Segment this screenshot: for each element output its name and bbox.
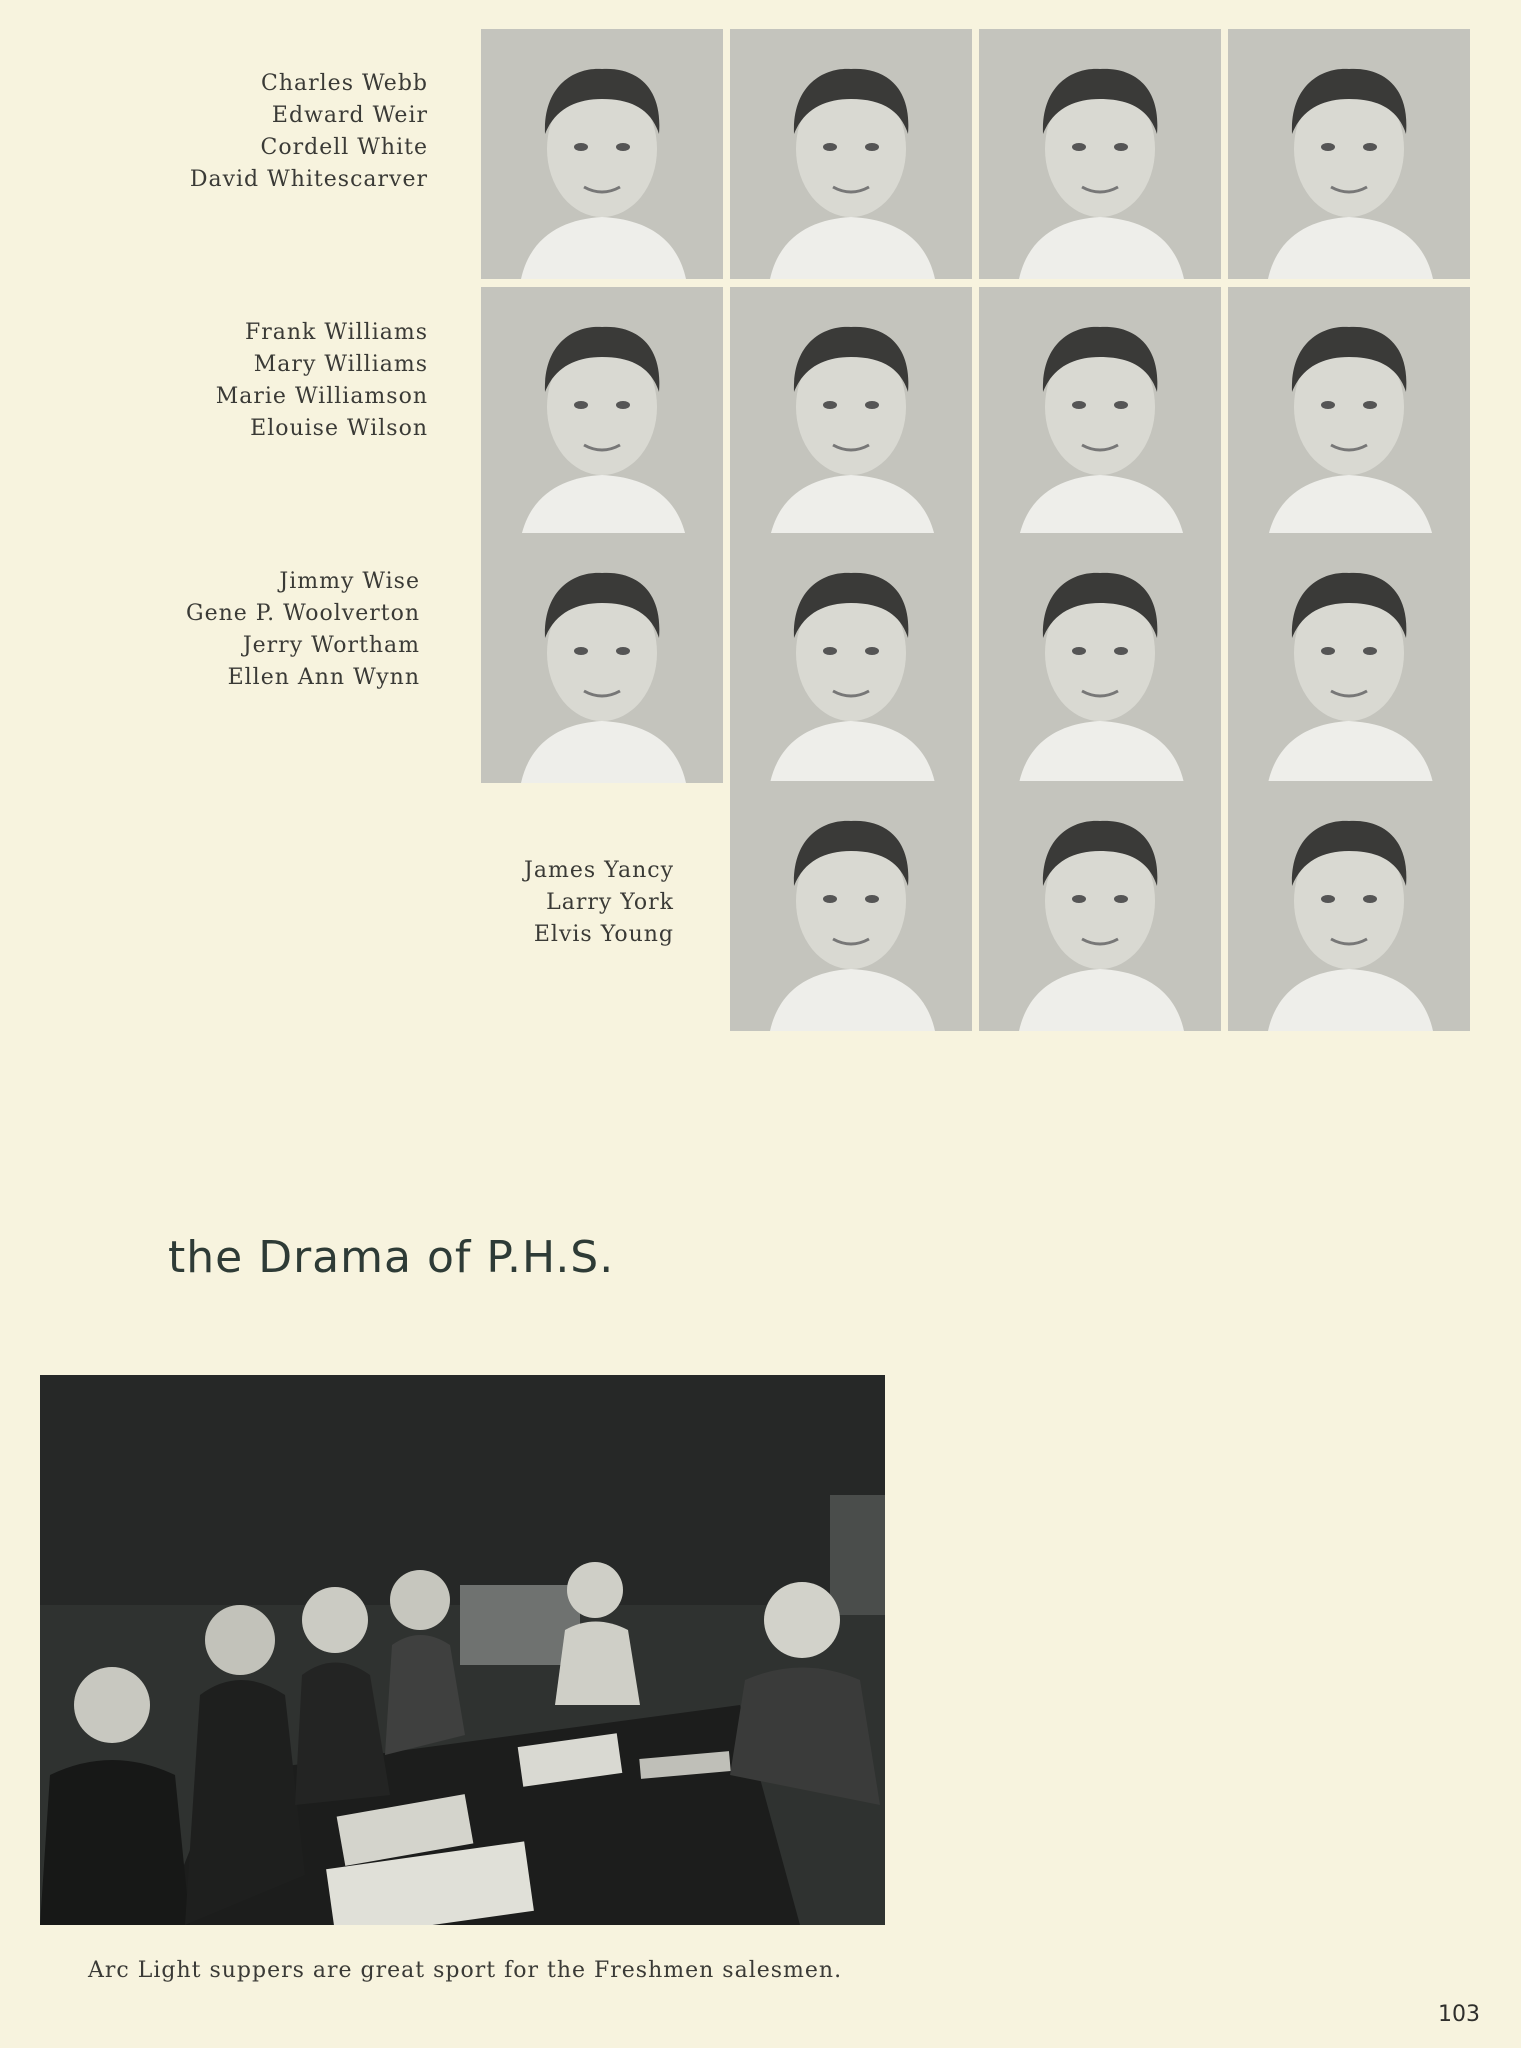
student-name: Frank Williams bbox=[244, 320, 428, 345]
name-list-row-2 bbox=[120, 317, 428, 445]
student-portrait bbox=[730, 781, 972, 1031]
student-portrait bbox=[481, 29, 723, 279]
student-portrait bbox=[481, 533, 723, 783]
student-name: Elouise Wilson bbox=[250, 416, 428, 441]
student-name: James Yancy bbox=[524, 858, 674, 883]
student-portrait bbox=[1228, 287, 1470, 537]
student-name: Mary Williams bbox=[253, 352, 428, 377]
student-name: Jerry Wortham bbox=[242, 633, 420, 658]
student-portrait bbox=[979, 533, 1221, 783]
student-name: Marie Williamson bbox=[215, 384, 428, 409]
student-portrait bbox=[730, 533, 972, 783]
student-name: Jimmy Wise bbox=[279, 569, 420, 594]
student-portrait bbox=[481, 287, 723, 537]
student-portrait bbox=[730, 287, 972, 537]
student-name: Cordell White bbox=[260, 135, 428, 160]
photo-caption: Arc Light suppers are great sport for the Freshmen salesmen. bbox=[88, 1958, 843, 1983]
student-name: Charles Webb bbox=[261, 71, 428, 96]
student-name: Larry York bbox=[546, 890, 674, 915]
student-name: David Whitescarver bbox=[189, 167, 428, 192]
student-portrait bbox=[1228, 781, 1470, 1031]
student-portrait bbox=[979, 29, 1221, 279]
name-list-row-1 bbox=[120, 68, 428, 196]
student-name: Elvis Young bbox=[533, 922, 674, 947]
name-list-row-4 bbox=[440, 855, 674, 951]
student-name: Gene P. Woolverton bbox=[186, 601, 420, 626]
student-portrait bbox=[1228, 533, 1470, 783]
student-portrait bbox=[979, 781, 1221, 1031]
page-number: 103 bbox=[1438, 2002, 1480, 2027]
student-portrait bbox=[979, 287, 1221, 537]
group-photo bbox=[40, 1375, 885, 1925]
student-name: Edward Weir bbox=[271, 103, 428, 128]
student-name: Ellen Ann Wynn bbox=[227, 665, 420, 690]
name-list-row-3 bbox=[110, 566, 420, 694]
student-portrait bbox=[730, 29, 972, 279]
section-title: the Drama of P.H.S. bbox=[168, 1232, 615, 1283]
student-portrait bbox=[1228, 29, 1470, 279]
